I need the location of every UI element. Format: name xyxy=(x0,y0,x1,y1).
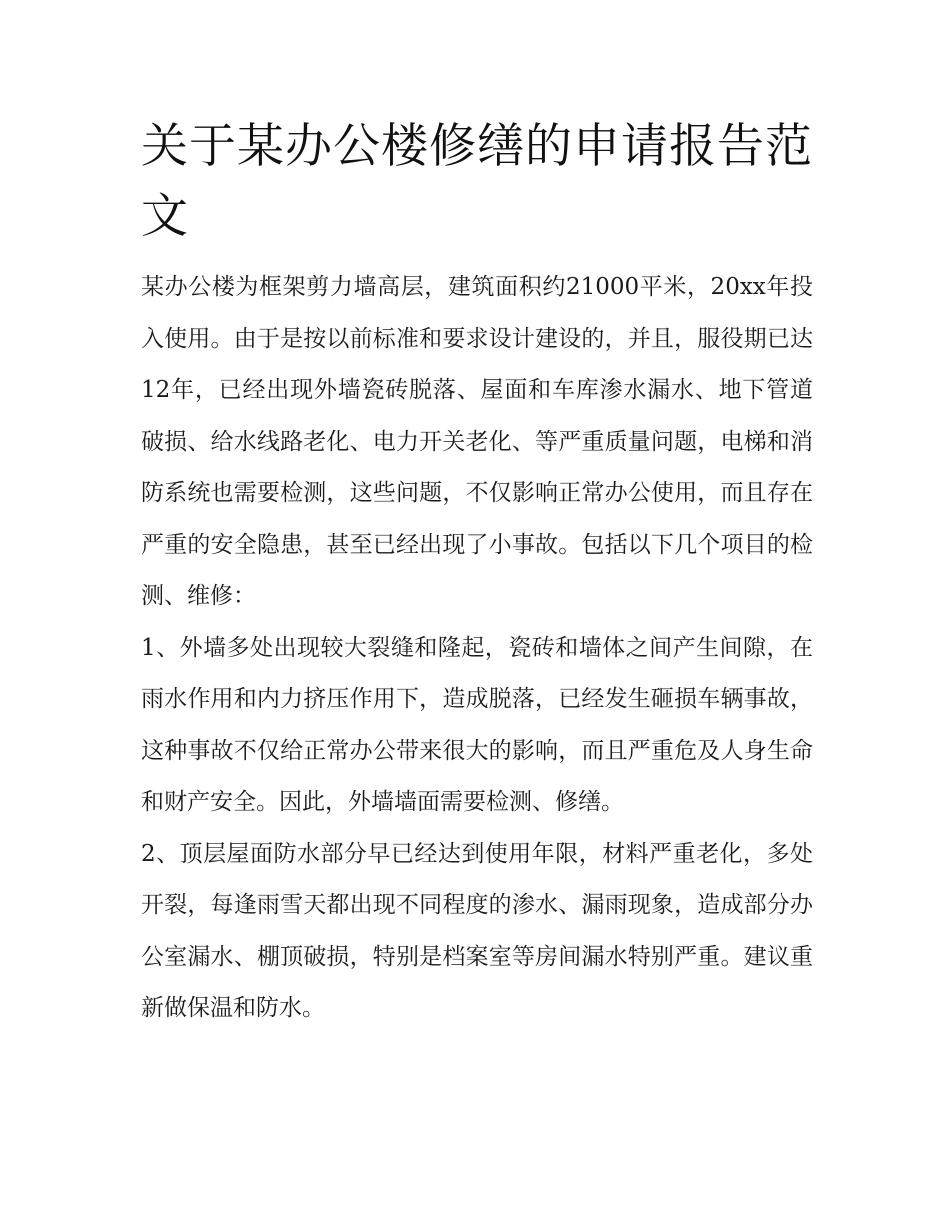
document-page xyxy=(141,112,813,1035)
document-title: 关于某办公楼修缮的申请报告范文 xyxy=(141,119,813,244)
document-body xyxy=(141,262,813,1035)
paragraph-item-2: 2、顶层屋面防水部分早已经达到使用年限，材料严重老化，多处开裂，每逢雨雪天都出现不同程度的渗水、漏雨现象，造成部分办公室漏水、棚顶破损，特别是档案室等房间漏水特别严重。建议重新做保温和防水。 xyxy=(141,840,813,1021)
paragraph-intro: 某办公楼为框架剪力墙高层，建筑面积约21000平米，20xx年投入使用。由于是按以前标准和要求设计建设的，并且，服役期已达12年，已经出现外墙瓷砖脱落、屋面和车库渗水漏水、地下管道破损、给水线路老化、电力开关老化、等严重质量问题，电梯和消防系统也需要检测，这些问题，不仅影响正常办公使用，而且存在严重的安全隐患，甚至已经出现了小事故。包括以下几个项目的检测、维修： xyxy=(141,274,813,609)
paragraph-item-1: 1、外墙多处出现较大裂缝和隆起，瓷砖和墙体之间产生间隙，在雨水作用和内力挤压作用下，造成脱落，已经发生砸损车辆事故，这种事故不仅给正常办公带来很大的影响，而且严重危及人身生命和财产安全。因此，外墙墙面需要检测、修缮。 xyxy=(141,634,813,815)
